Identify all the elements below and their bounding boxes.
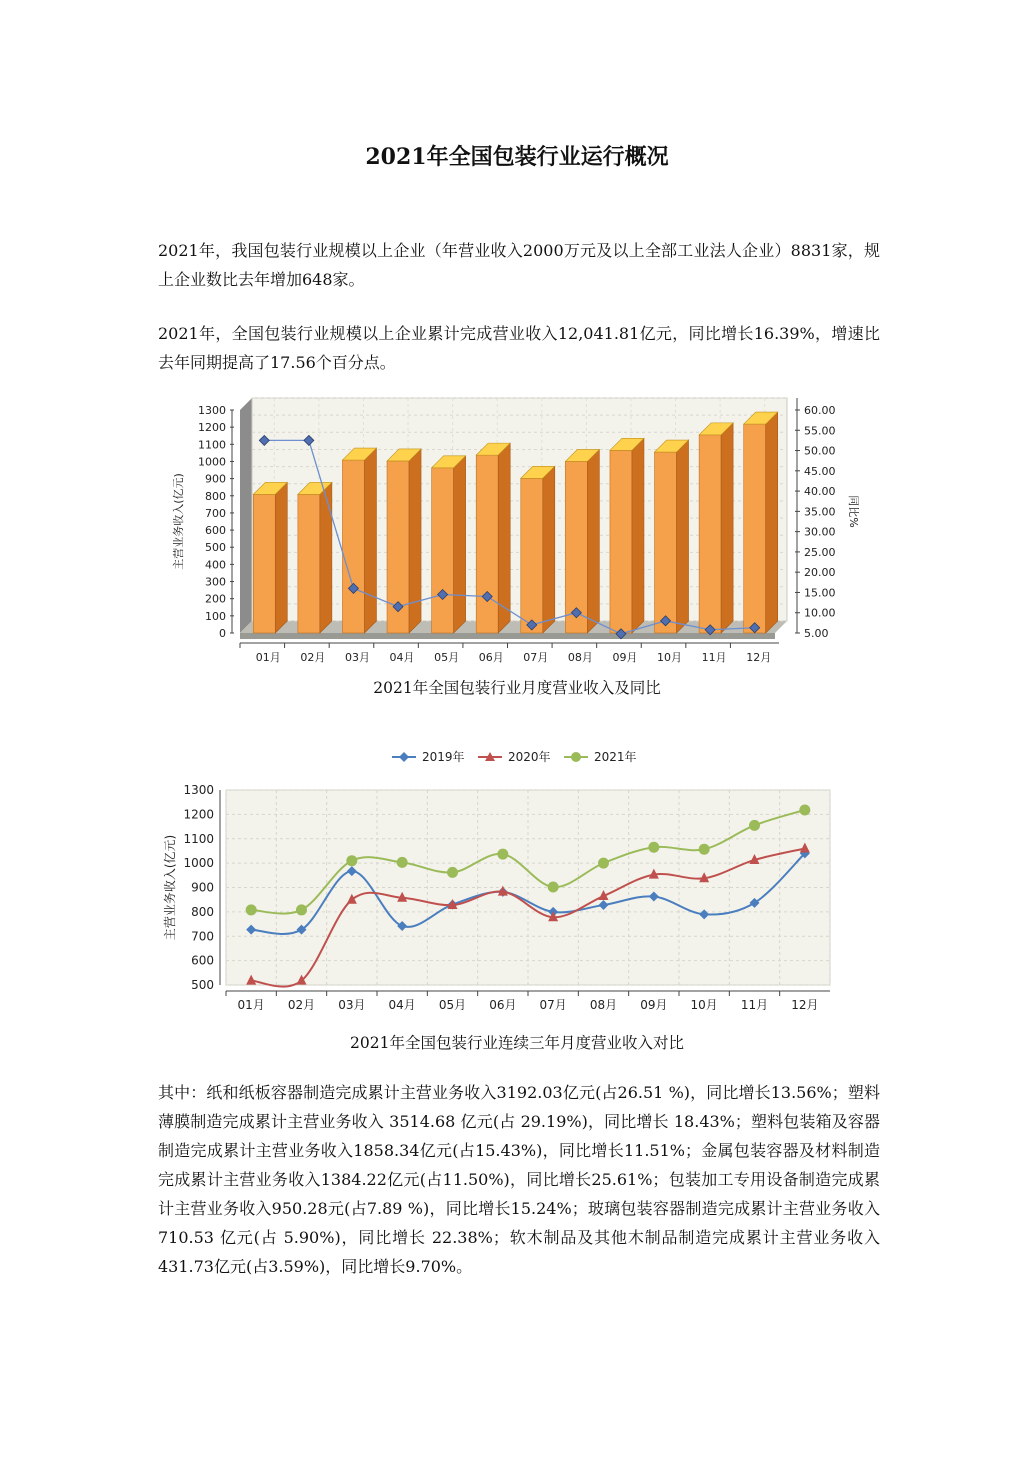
y-tick-label: 100 <box>205 609 226 623</box>
series-point <box>699 844 710 855</box>
y2-tick-label: 5.00 <box>804 627 829 640</box>
y-tick-label: 1300 <box>198 404 226 417</box>
x-tick-label: 02月 <box>300 651 326 664</box>
y-tick-label: 500 <box>191 978 214 992</box>
floor-edge <box>240 633 775 639</box>
x-tick-label: 06月 <box>478 651 504 664</box>
chart2-caption: 2021年全国包装行业连续三年月度营业收入对比 <box>350 1034 684 1052</box>
bar-side <box>409 449 421 633</box>
y-tick-label: 800 <box>191 904 214 919</box>
bar-front <box>699 435 721 633</box>
x-tick-label: 10月 <box>657 651 683 664</box>
series-point <box>799 804 810 815</box>
x-tick-label: 11月 <box>740 998 769 1012</box>
y2-axis-label: 同比% <box>847 495 860 528</box>
series-point <box>749 820 760 831</box>
x-tick-label: 06月 <box>489 998 517 1012</box>
y2-tick-label: 15.00 <box>804 586 836 600</box>
y2-tick-label: 30.00 <box>804 525 836 539</box>
bar-side <box>454 456 466 633</box>
bar-front <box>432 468 454 633</box>
bar-side <box>543 466 555 633</box>
paragraph-segment-breakdown: 其中：纸和纸板容器制造完成累计主营业务收入3192.03亿元(占26.51 %)，同比增长13.56%；塑料薄膜制造完成累计主营业务收入 3514.68 亿元(占 29.19%)，同比增长 18.43%；塑料包装箱及容器制造完成累计主营业务收入1858.34亿元(占15.43%)，同比增长11.51%；金属包装容器及材料制造完成累计主营业务收入1384.22亿元(占11.50%)，同比增长25.61%；包装加工专用设备制造完成累计主营业务收入950.28元(占7.89 %)，同比增长15.24%；玻璃包装容器制造完成累计主营业务收入 710.53 亿元(占 5.90%)，同比增长 22.38%；软木制品及其他木制品制造完成累计主营业务收入431.73亿元(占3.59%)，同比增长9.70%。 <box>158 1083 880 1276</box>
x-tick-label: 09月 <box>640 998 668 1012</box>
left-wall <box>240 398 252 633</box>
bar-front <box>610 450 632 633</box>
y2-tick-label: 55.00 <box>804 424 836 438</box>
y2-tick-label: 25.00 <box>804 545 836 559</box>
x-tick-label: 12月 <box>746 651 772 664</box>
x-tick-label: 01月 <box>237 998 265 1012</box>
x-tick-label: 01月 <box>255 651 281 664</box>
paragraph-enterprise-count: 2021年，我国包装行业规模以上企业（年营业收入2000万元及以上全部工业法人企业）8831家，规上企业数比去年增加648家。 <box>158 241 880 289</box>
x-tick-label: 11月 <box>701 651 727 664</box>
y-tick-label: 1000 <box>198 455 226 469</box>
bar-front <box>342 460 364 633</box>
x-tick-label: 07月 <box>523 651 549 664</box>
y-tick-label: 400 <box>205 558 226 572</box>
bar-side <box>632 438 644 633</box>
bar-side <box>275 482 287 633</box>
series-point <box>497 849 508 860</box>
series-point <box>346 855 357 866</box>
bar-front <box>476 455 498 633</box>
y-axis-label: 主营业务收入(亿元) <box>163 834 177 941</box>
monthly-revenue-chart <box>160 390 870 670</box>
x-tick-label: 09月 <box>612 651 638 664</box>
series-point <box>548 882 559 893</box>
y-tick-label: 800 <box>205 489 226 503</box>
x-tick-label: 05月 <box>438 998 467 1012</box>
bar-front <box>521 478 543 633</box>
y-axis-label: 主营业务收入(亿元) <box>172 473 185 570</box>
y-tick-label: 1200 <box>198 421 226 435</box>
x-tick-label: 05月 <box>434 651 460 664</box>
y-tick-label: 500 <box>205 541 226 555</box>
x-tick-label: 02月 <box>287 998 316 1012</box>
series-point <box>397 857 408 868</box>
x-tick-label: 12月 <box>791 998 819 1012</box>
y2-tick-label: 45.00 <box>804 464 836 478</box>
y2-tick-label: 60.00 <box>804 404 836 417</box>
y2-tick-label: 40.00 <box>804 485 836 499</box>
legend-label: 2020年 <box>508 750 551 764</box>
y-tick-label: 600 <box>205 524 226 538</box>
chart1-caption: 2021年全国包装行业月度营业收入及同比 <box>373 679 661 697</box>
bar-front <box>298 494 320 633</box>
x-tick-label: 07月 <box>539 998 567 1012</box>
x-tick-label: 08月 <box>589 998 618 1012</box>
bar-side <box>364 448 376 633</box>
bar-front <box>744 424 766 633</box>
page-title: 2021年全国包装行业运行概况 <box>365 144 669 170</box>
series-point <box>447 867 458 878</box>
y2-tick-label: 20.00 <box>804 566 836 580</box>
legend-marker <box>399 752 409 762</box>
y2-tick-label: 50.00 <box>804 444 836 458</box>
bar-side <box>766 412 778 633</box>
y-tick-label: 600 <box>191 953 214 968</box>
bar-front <box>253 494 275 633</box>
x-tick-label: 03月 <box>338 998 366 1012</box>
x-tick-label: 08月 <box>567 651 593 664</box>
series-point <box>246 904 257 915</box>
x-tick-label: 03月 <box>344 651 370 664</box>
y2-tick-label: 10.00 <box>804 606 836 620</box>
bar-side <box>320 482 332 633</box>
legend-marker <box>571 752 581 762</box>
y-tick-label: 1000 <box>183 856 214 871</box>
y-tick-label: 1200 <box>183 807 214 822</box>
y-tick-label: 1100 <box>198 438 226 452</box>
bar-side <box>587 449 599 633</box>
bar-side <box>677 440 689 633</box>
y-tick-label: 200 <box>205 592 226 606</box>
y2-tick-label: 35.00 <box>804 505 836 519</box>
series-point <box>296 904 307 915</box>
y-tick-label: 900 <box>205 472 226 486</box>
legend-label: 2019年 <box>422 750 465 764</box>
three-year-comparison-chart <box>160 740 870 1025</box>
y-tick-label: 300 <box>205 575 226 589</box>
y-tick-label: 700 <box>205 506 226 520</box>
x-tick-label: 10月 <box>690 998 718 1012</box>
paragraph-revenue-summary: 2021年，全国包装行业规模以上企业累计完成营业收入12,041.81亿元，同比增长16.39%，增速比去年同期提高了17.56个百分点。 <box>158 324 880 372</box>
series-point <box>598 858 609 869</box>
bar-side <box>721 423 733 633</box>
y-tick-label: 0 <box>219 627 226 640</box>
y-tick-label: 1100 <box>183 831 214 846</box>
y-tick-label: 900 <box>191 880 214 895</box>
y-tick-label: 700 <box>191 929 214 944</box>
bar-front <box>655 452 677 633</box>
x-tick-label: 04月 <box>389 651 415 664</box>
series-point <box>648 842 659 853</box>
x-tick-label: 04月 <box>388 998 416 1012</box>
legend-label: 2021年 <box>594 750 637 764</box>
y-tick-label: 1300 <box>183 783 214 797</box>
